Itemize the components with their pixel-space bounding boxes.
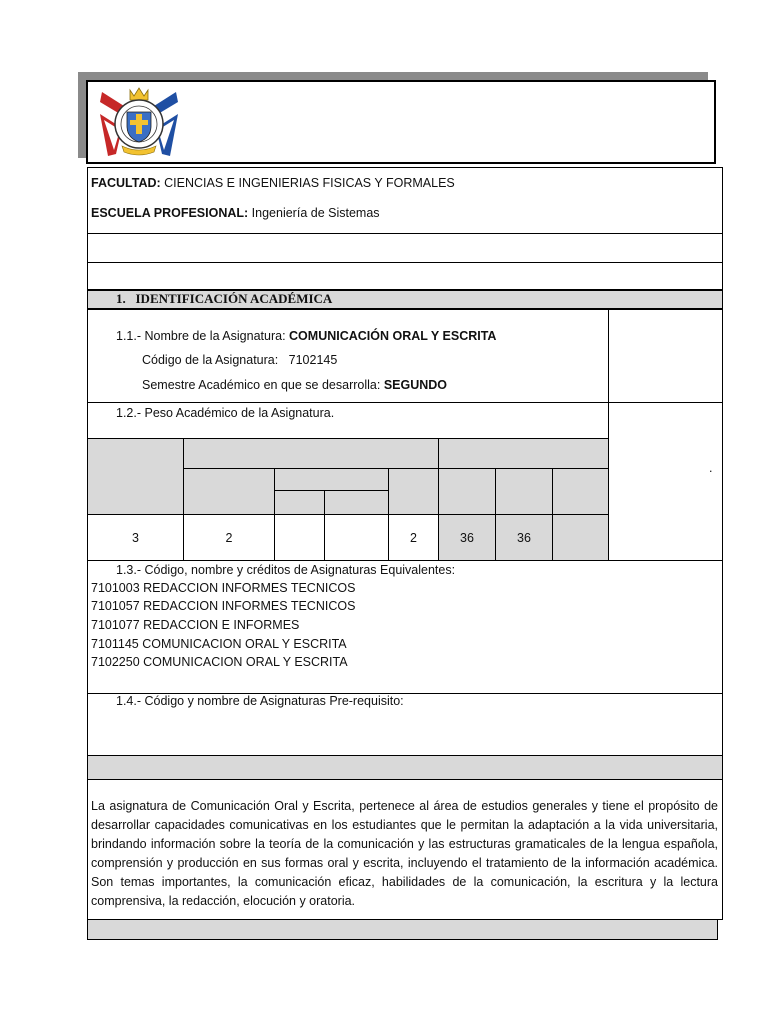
weight-value-cell (274, 514, 325, 561)
semester-label: Semestre Académico en que se desarrolla: (142, 378, 381, 392)
weight-value-cell (552, 514, 609, 561)
description-text: La asignatura de Comunicación Oral y Escrita, pertenece al área de estudios generales y tiene el propósito de desarrollar capacidades comunicativas en los estudiantes que le permitan la adaptación a la vida universitaria, brindando información sobre la teoría de la comunicación y las estructuras gramaticales de la lengua española, comprensión y producción en sus formas oral y escrita, incluyendo el tratamiento de la información académica. Son temas importantes, la comunicación eficaz, habilidades de la comunicación, la escritura y la lectura comprensiva, la redacción, elocución y oratoria. (91, 799, 718, 908)
weight-header-c (438, 438, 609, 469)
equivalent-item: 7101145 COMUNICACION ORAL Y ESCRITA (91, 637, 347, 651)
header-box (86, 80, 716, 164)
faculty-label: FACULTAD: (91, 176, 161, 190)
subject-line (116, 328, 496, 344)
prerequisite-label: 1.4.- Código y nombre de Asignaturas Pre-requisito: (116, 694, 404, 708)
weight-sub-4 (324, 490, 389, 515)
section-1-title: IDENTIFICACIÓN ACADÉMICA (135, 291, 333, 306)
code-value: 7102145 (288, 353, 338, 367)
code-line (142, 352, 337, 368)
school-value: Ingeniería de Sistemas (251, 206, 380, 220)
subject-name: COMUNICACIÓN ORAL Y ESCRITA (289, 329, 497, 343)
subject-label: 1.1.- Nombre de la Asignatura: (116, 329, 286, 343)
weight-value-cell: 36 (495, 514, 553, 561)
weight-sub-1 (183, 468, 275, 515)
weight-value-cell: 3 (87, 514, 184, 561)
weight-value-cell: 2 (183, 514, 275, 561)
faculty-line (91, 175, 455, 191)
equivalent-item: 7101003 REDACCION INFORMES TECNICOS (91, 581, 356, 595)
weight-value-cell: 2 (388, 514, 439, 561)
section-1-heading (116, 291, 332, 307)
section-1-number: 1. (116, 291, 126, 306)
weight-label: 1.2.- Peso Académico de la Asignatura. (116, 406, 335, 420)
weight-value-cell: 36 (438, 514, 496, 561)
empty-row-1 (87, 233, 723, 263)
section-2-heading-bar (87, 755, 723, 780)
semester-line (142, 377, 447, 393)
equivalent-item: 7101077 REDACCION E INFORMES (91, 618, 300, 632)
semester-value: SEGUNDO (383, 378, 448, 392)
weight-sub-3 (274, 490, 325, 515)
weight-value-cell (324, 514, 389, 561)
school-line (91, 205, 380, 221)
school-label: ESCUELA PROFESIONAL: (91, 206, 249, 220)
weight-sub-2 (274, 468, 389, 491)
code-label: Código de la Asignatura: (142, 353, 279, 367)
equivalent-item: 7102250 COMUNICACION ORAL Y ESCRITA (91, 655, 348, 669)
weight-sub-5 (388, 468, 439, 515)
university-crest-icon (94, 84, 184, 160)
weight-sub-6 (438, 468, 496, 515)
faculty-value: CIENCIAS E INGENIERIAS FISICAS Y FORMALES (164, 176, 455, 190)
weight-sub-7 (495, 468, 553, 515)
subject-side-box (608, 309, 723, 403)
weight-side-box (608, 402, 723, 561)
equivalents-label: 1.3.- Código, nombre y créditos de Asignaturas Equivalentes: (116, 563, 456, 577)
empty-row-2 (87, 262, 723, 290)
weight-header-b (183, 438, 439, 469)
weight-header-a (87, 438, 184, 515)
bottom-bar (87, 919, 718, 940)
side-mark: . (709, 461, 713, 475)
weight-sub-8 (552, 468, 609, 515)
equivalent-item: 7101057 REDACCION INFORMES TECNICOS (91, 599, 356, 613)
